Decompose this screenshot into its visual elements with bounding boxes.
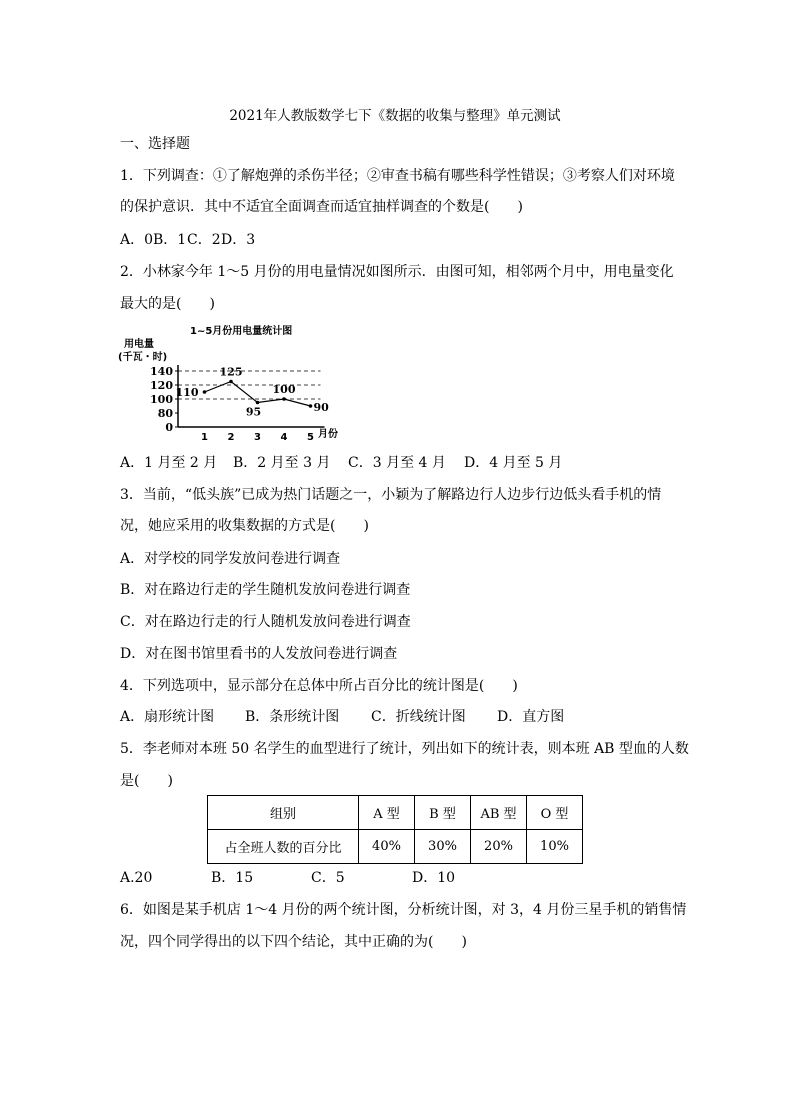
q2-stem-line2: 最大的是( ) (120, 296, 215, 312)
q4-option-a: A．扇形统计图 (120, 709, 215, 725)
line-chart (112, 320, 352, 445)
q3-stem-line2: 况，她应采用的收集数据的方式是( ) (120, 518, 369, 534)
chart-xlabel: 月份 (318, 429, 338, 440)
data-label: 95 (245, 405, 262, 419)
q1-option-d: D．3 (221, 232, 256, 248)
table-header-cell: O 型 (527, 796, 583, 830)
q3-stem-line1: 3．当前，“低头族”已成为热门话题之一，小颖为了解路边行人边步行边低头看手机的情 (120, 487, 662, 503)
q3-option-c: C．对在路边行走的行人随机发放问卷进行调查 (120, 614, 411, 630)
q3-option-b: B．对在路边行走的学生随机发放问卷进行调查 (120, 582, 411, 598)
x-tick-label: 4 (280, 432, 288, 443)
y-tick-label: 80 (157, 407, 173, 420)
x-tick-label: 3 (254, 432, 261, 443)
table-cell: 占全班人数的百分比 (208, 830, 359, 864)
section-heading: 一、选择题 (120, 136, 190, 152)
q2-stem-line1: 2．小林家今年 1～5 月份的用电量情况如图所示．由图可知，相邻两个月中，用电量变化 (120, 264, 674, 280)
q5-stem-line2: 是( ) (120, 773, 173, 789)
table-cell: 40% (359, 830, 415, 864)
table-row (208, 830, 583, 864)
q4-stem: 4．下列选项中，显示部分在总体中所占百分比的统计图是( ) (120, 678, 518, 694)
q1-stem-line2: 的保护意识．其中不适宜全面调查而适宜抽样调查的个数是( ) (120, 199, 523, 215)
data-label: 90 (313, 401, 329, 414)
q4-options (120, 707, 564, 727)
page-title: 2021年人教版数学七下《数据的收集与整理》单元测试 (229, 108, 561, 124)
blood-type-table (207, 795, 583, 864)
data-label: 100 (272, 383, 296, 396)
q5-option-b: B．15 (211, 870, 254, 886)
table-header-cell: B 型 (415, 796, 471, 830)
table-cell: 10% (527, 830, 583, 864)
q1-option-a: A．0 (120, 232, 154, 248)
q6-stem-line1: 6．如图是某手机店 1～4 月份的两个统计图，分析统计图，对 3，4 月份三星手机的销售情 (120, 902, 687, 918)
q2-option-b: B．2 月至 3 月 (233, 455, 331, 471)
chart-title: 1~5月份用电量统计图 (190, 326, 293, 337)
q3-option-a: A．对学校的同学发放问卷进行调查 (120, 551, 341, 567)
x-tick-label: 2 (227, 432, 235, 443)
q5-stem-line1: 5．李老师对本班 50 名学生的血型进行了统计，列出如下的统计表，则本班 AB 型血的人数 (120, 741, 689, 757)
data-point (203, 390, 207, 394)
x-tick-label: 1 (201, 432, 208, 443)
q5-options (120, 868, 455, 888)
data-point (309, 404, 313, 408)
q2-option-a: A．1 月至 2 月 (120, 455, 218, 471)
q1-option-c: C．2 (187, 232, 221, 248)
y-tick-label: 100 (150, 393, 173, 406)
table-header-cell: A 型 (359, 796, 415, 830)
data-point (229, 380, 233, 384)
table-cell: 30% (415, 830, 471, 864)
table-cell: 20% (471, 830, 527, 864)
chart-ylabel-2: (千瓦・时) (118, 352, 168, 363)
q2-options (120, 453, 562, 473)
q4-option-c: C．折线统计图 (371, 709, 466, 725)
q5-option-c: C．5 (311, 870, 345, 886)
y-tick-label: 140 (150, 365, 173, 378)
q3-option-d: D．对在图书馆里看书的人发放问卷进行调查 (120, 646, 398, 662)
q4-option-d: D．直方图 (497, 709, 565, 725)
table-header-cell: AB 型 (471, 796, 527, 830)
chart-ylabel-1: 用电量 (124, 339, 154, 350)
q2-option-d: D．4 月至 5 月 (464, 455, 563, 471)
data-point (282, 397, 286, 401)
table-header-cell: 组别 (208, 796, 359, 830)
q5-option-d: D．10 (412, 870, 456, 886)
y-tick-label: 120 (150, 379, 173, 392)
data-point (256, 401, 260, 405)
data-label: 110 (175, 386, 199, 399)
q1-options (120, 230, 255, 250)
q1-option-b: B．1 (153, 232, 187, 248)
q2-option-c: C．3 月至 4 月 (348, 455, 446, 471)
x-tick-label: 5 (307, 432, 314, 443)
data-label: 125 (219, 365, 243, 379)
q5-option-a: A.20 (120, 870, 153, 886)
q1-stem-line1: 1．下列调查：①了解炮弹的杀伤半径；②审查书稿有哪些科学性错误；③考察人们对环境 (120, 168, 675, 184)
table-header-row (208, 796, 583, 830)
q6-stem-line2: 况，四个同学得出的以下四个结论，其中正确的为( ) (120, 934, 467, 950)
y-tick-label: 0 (165, 421, 173, 434)
q4-option-b: B．条形统计图 (245, 709, 340, 725)
